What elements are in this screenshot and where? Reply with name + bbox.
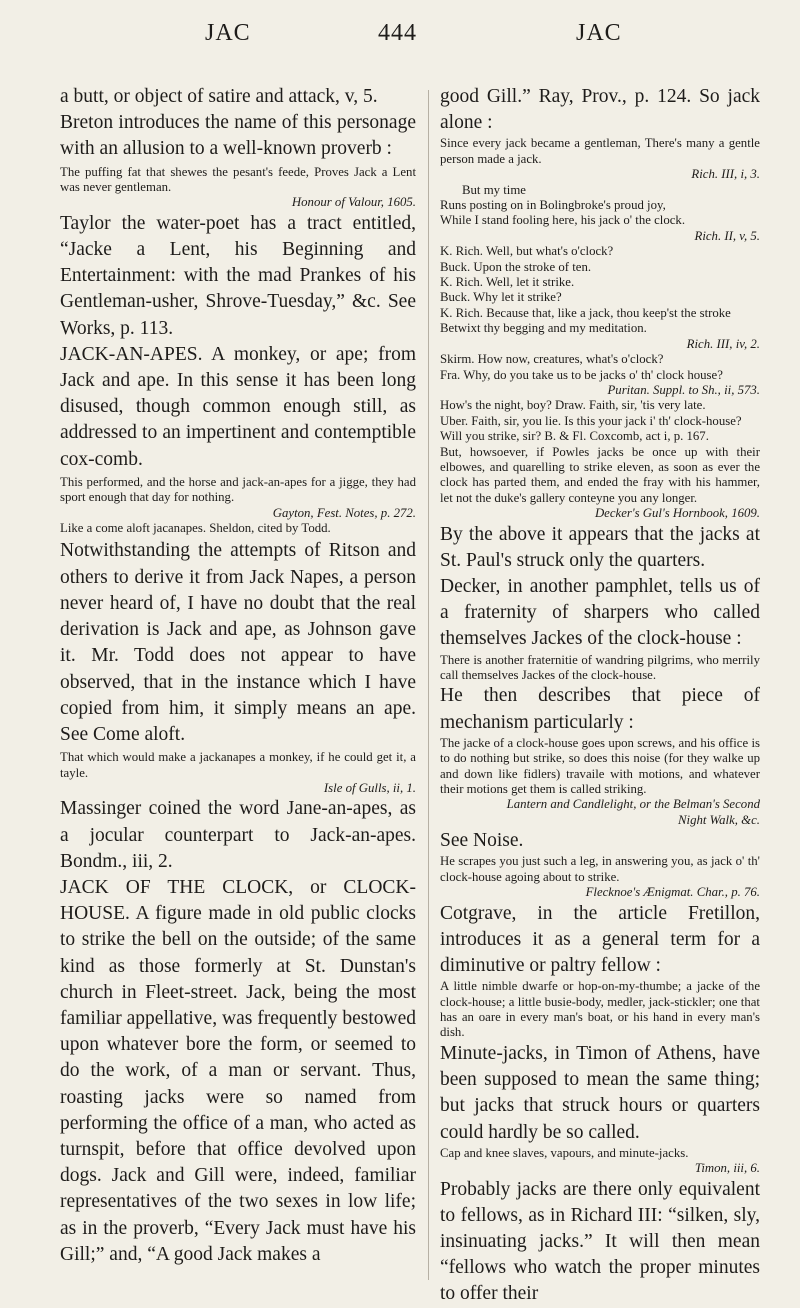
entry-jack-of-the-clock: JACK OF THE CLOCK, or CLOCK-HOUSE. A figure made in old public clocks to strike the bell on the outside; of the same kind as those formerly at St. Dunstan's church in Fleet-street. Jack, being the most familiar appellative, was frequently bestowed upon whatever bore the form, or seemed to do the work, of a man or servant. Thus, roasting jacks were so named from performing the office of a man, who acted as turnspit, before that office devolved upon dogs. Jack and Gill were, indeed, familiar representatives of the two sexes in low life; as in the proverb, “Every Jack must have his Gill;” and, “A good Jack makes a xyxy=(60,876,416,1265)
quotation: But, howsoever, if Powles jacks be once up with their elbowes, and quarelling to strike eleven, as soon as ever the clock has parted them, and ended the fray with his hammer, let not the duke's gallery conteyne you any longer. xyxy=(440,444,760,505)
dialogue-line: Fra. Why, do you take us to be jacks o' th' clock house? xyxy=(440,367,723,382)
dialogue-line: K. Rich. Well, let it strike. xyxy=(440,275,575,290)
entry-jack-an-apes: JACK-AN-APES. A monkey, or ape; from Jack and ape. In this sense it has been long disused, though common enough still, as addressed to an impertinent and contemptible cox-comb. xyxy=(60,343,416,470)
citation: Flecknoe's Ænigmat. Char., p. 76. xyxy=(585,885,760,900)
paragraph: Decker, in another pamphlet, tells us of a fraternity of sharpers who called themselves Jackes of the clock-house : xyxy=(440,575,760,650)
left-column xyxy=(60,84,416,1268)
paragraph: Massinger coined the word Jane-an-apes, as a jocular counterpart to Jack-an-apes. Bondm., iii, 2. xyxy=(60,798,416,872)
running-head-left: JAC xyxy=(205,20,251,46)
quotation-line: But my time xyxy=(462,182,526,197)
paragraph: Breton introduces the name of this personage with an allusion to a well-known proverb : xyxy=(60,112,416,160)
paragraph: good Gill.” Ray, Prov., p. 124. So jack alone : xyxy=(440,86,760,134)
page-number: 444 xyxy=(378,20,417,46)
citation: Rich. II, v, 5. xyxy=(694,228,760,243)
quotation: The jacke of a clock-house goes upon screws, and his office is to do nothing but strike, so does this noise (for they walke up and down like fidlers) travaile with motions, and whatever their motions get them is called striking. xyxy=(440,735,760,797)
page-header xyxy=(0,20,800,60)
citation: Timon, iii, 6. xyxy=(694,1161,760,1176)
quotation: Like a come aloft jacanapes. Sheldon, cited by Todd. xyxy=(60,521,331,536)
paragraph: Notwithstanding the attempts of Ritson and others to derive it from Jack Napes, a person never heard of, I have no doubt that the real derivation is Jack and ape, as Johnson gave it. Mr. Todd does not appear to have observed, that in the instance which I have copied from him, it simply means an ape. See Come aloft. xyxy=(60,540,416,745)
quotation-line: Runs posting on in Bolingbroke's proud joy, xyxy=(440,198,666,213)
running-head-right: JAC xyxy=(576,20,622,46)
quotation: The puffing fat that shewes the pesant's feede, Proves Jack a Lent was never gentleman. xyxy=(60,164,416,195)
citation: Rich. III, iv, 2. xyxy=(686,336,760,351)
paragraph: Probably jacks are there only equivalent to fellows, as in Richard III: “silken, sly, insinuating jacks.” It will then mean “fellows who watch the proper minutes to offer their xyxy=(440,1178,760,1305)
quotation: He scrapes you just such a leg, in answering you, as jack o' th' clock-house agoing about to strike. xyxy=(440,854,760,884)
citation: Gayton, Fest. Notes, p. 272. xyxy=(272,505,416,520)
column-divider xyxy=(428,90,429,1280)
quotation: Cap and knee slaves, vapours, and minute-jacks. xyxy=(440,1145,689,1160)
dialogue-line: Betwixt thy begging and my meditation. xyxy=(440,321,647,336)
dialogue-line: K. Rich. Well, but what's o'clock? xyxy=(440,244,614,259)
citation: Night Walk, &c. xyxy=(678,812,760,827)
citation: Puritan. Suppl. to Sh., ii, 573. xyxy=(607,382,760,397)
citation: Honour of Valour, 1605. xyxy=(291,195,416,210)
dialogue-line: K. Rich. Because that, like a jack, thou keep'st the stroke xyxy=(440,305,731,320)
paragraph: a butt, or object of satire and attack, v, 5. xyxy=(60,86,378,107)
quotation: This performed, and the horse and jack-an-apes for a jigge, they had sport enough that day for nothing. xyxy=(60,474,416,505)
dialogue-line: How's the night, boy? Draw. Faith, sir, 'tis very late. xyxy=(440,398,706,413)
paragraph: Cotgrave, in the article Fretillon, introduces it as a general term for a diminutive or paltry fellow : xyxy=(440,902,760,977)
citation: Rich. III, i, 3. xyxy=(691,167,760,182)
dialogue-line: Will you strike, sir? B. & Fl. Coxcomb, act i, p. 167. xyxy=(440,429,709,444)
quotation: There is another fraternitie of wandring pilgrims, who merrily call themselves Jackes of the clock-house. xyxy=(440,652,760,682)
citation: Isle of Gulls, ii, 1. xyxy=(323,780,416,795)
quotation: Since every jack became a gentleman, There's many a gentle person made a jack. xyxy=(440,136,760,166)
quotation: A little nimble dwarfe or hop-on-my-thumbe; a jacke of the clock-house; a little busie-body, medler, jack-stickler; one that has an oare in every man's boat, or his hand in every man's dish. xyxy=(440,979,760,1040)
quotation: That which would make a jackanapes a monkey, if he could get it, a tayle. xyxy=(60,750,416,780)
right-column xyxy=(440,84,760,1308)
quotation-line: While I stand fooling here, his jack o' the clock. xyxy=(440,213,686,228)
dialogue-line: Buck. Why let it strike? xyxy=(440,290,562,305)
dialogue-line: Buck. Upon the stroke of ten. xyxy=(440,259,592,274)
paragraph: By the above it appears that the jacks at St. Paul's struck only the quarters. xyxy=(440,523,760,571)
paragraph: Minute-jacks, in Timon of Athens, have been supposed to mean the same thing; but jacks that struck hours or quarters could hardly be so called. xyxy=(440,1042,760,1143)
citation: Decker's Gul's Hornbook, 1609. xyxy=(594,506,760,521)
paragraph: He then describes that piece of mechanism particularly : xyxy=(440,685,760,733)
dialogue-line: Uber. Faith, sir, you lie. Is this your jack i' th' clock-house? xyxy=(440,413,742,428)
paragraph: Taylor the water-poet has a tract entitled, “Jacke a Lent, his Beginning and Entertainment: with the mad Prankes of his Gentleman-usher, Shrove-Tuesday,” &c. See Works, p. 113. xyxy=(60,212,416,339)
cross-reference: See Noise. xyxy=(440,830,524,852)
dialogue-line: Skirm. How now, creatures, what's o'clock? xyxy=(440,352,664,367)
citation: Lantern and Candlelight, or the Belman's Second xyxy=(506,797,760,812)
